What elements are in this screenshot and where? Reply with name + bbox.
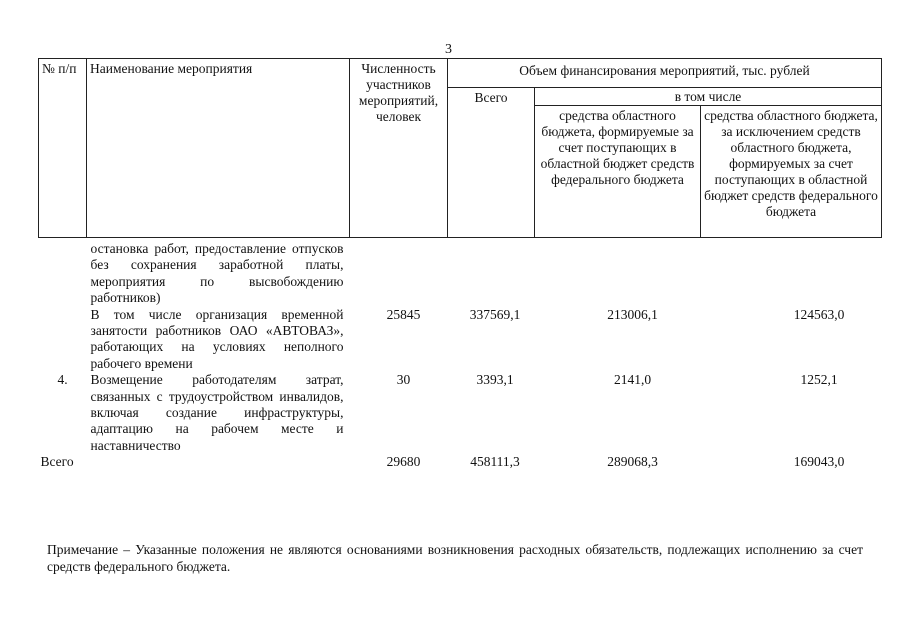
- table-row: [39, 372, 882, 454]
- header-funding: Объем финансирования мероприятий, тыс. рублей: [448, 59, 882, 88]
- header-regional-part: средства областного бюджета, за исключением средств областного бюджета, формируемых за счет поступающих в областной бюджет средств федерального бюджета: [701, 106, 882, 238]
- total-federal: 289068,3: [607, 454, 658, 470]
- financing-table: [38, 58, 882, 471]
- header-participants: Численность участников мероприятий, человек: [350, 59, 448, 238]
- header-num: № п/п: [39, 59, 87, 238]
- total-label: Всего: [40, 454, 74, 470]
- row-participants: 30: [396, 372, 411, 388]
- header-federal-part: средства областного бюджета, формируемые за счет поступающих в областной бюджет средств федерального бюджета: [535, 106, 701, 238]
- total-regional: 169043,0: [793, 454, 845, 470]
- row-num: [39, 307, 87, 373]
- table-header: [39, 59, 882, 238]
- total-sum: 458111,3: [470, 454, 520, 470]
- header-total: Всего: [448, 88, 535, 238]
- row-participants: 25845: [386, 306, 421, 322]
- row-regional: 124563,0: [793, 306, 845, 322]
- page-number: 3: [445, 42, 452, 57]
- row-federal: 2141,0: [613, 372, 652, 388]
- table-row: [39, 307, 882, 373]
- header-name: Наименование мероприятия: [87, 59, 350, 238]
- total-row: [39, 454, 882, 470]
- row-name: Возмещение работодателям затрат, связанных с трудоустройством инвалидов, включая создание инфраструктуры, адаптацию на рабочем месте и наставничество: [90, 372, 344, 453]
- header-including: в том числе: [535, 88, 882, 106]
- row-num: 4.: [57, 372, 68, 388]
- row-regional: [701, 238, 882, 307]
- row-name: В том числе организация временной занятости работников ОАО «АВТОВАЗ», работающих на условиях неполного рабочего времени: [90, 306, 344, 371]
- row-federal: 213006,1: [607, 306, 658, 322]
- row-regional: 1252,1: [800, 372, 838, 388]
- row-participants: [350, 238, 448, 307]
- total-participants: 29680: [386, 454, 421, 470]
- row-total: 3393,1: [476, 372, 514, 388]
- row-name: остановка работ, предоставление отпусков без сохранения заработной платы, мероприятия по высвобождению работников): [90, 241, 344, 306]
- row-num: [39, 238, 87, 307]
- row-federal: [535, 238, 701, 307]
- row-total: [448, 238, 535, 307]
- table-row: [39, 238, 882, 307]
- row-total: 337569,1: [469, 306, 521, 322]
- footnote: Примечание – Указанные положения не являются основаниями возникновения расходных обязательств, подлежащих исполнению за счет средств федерального бюджета.: [47, 542, 863, 574]
